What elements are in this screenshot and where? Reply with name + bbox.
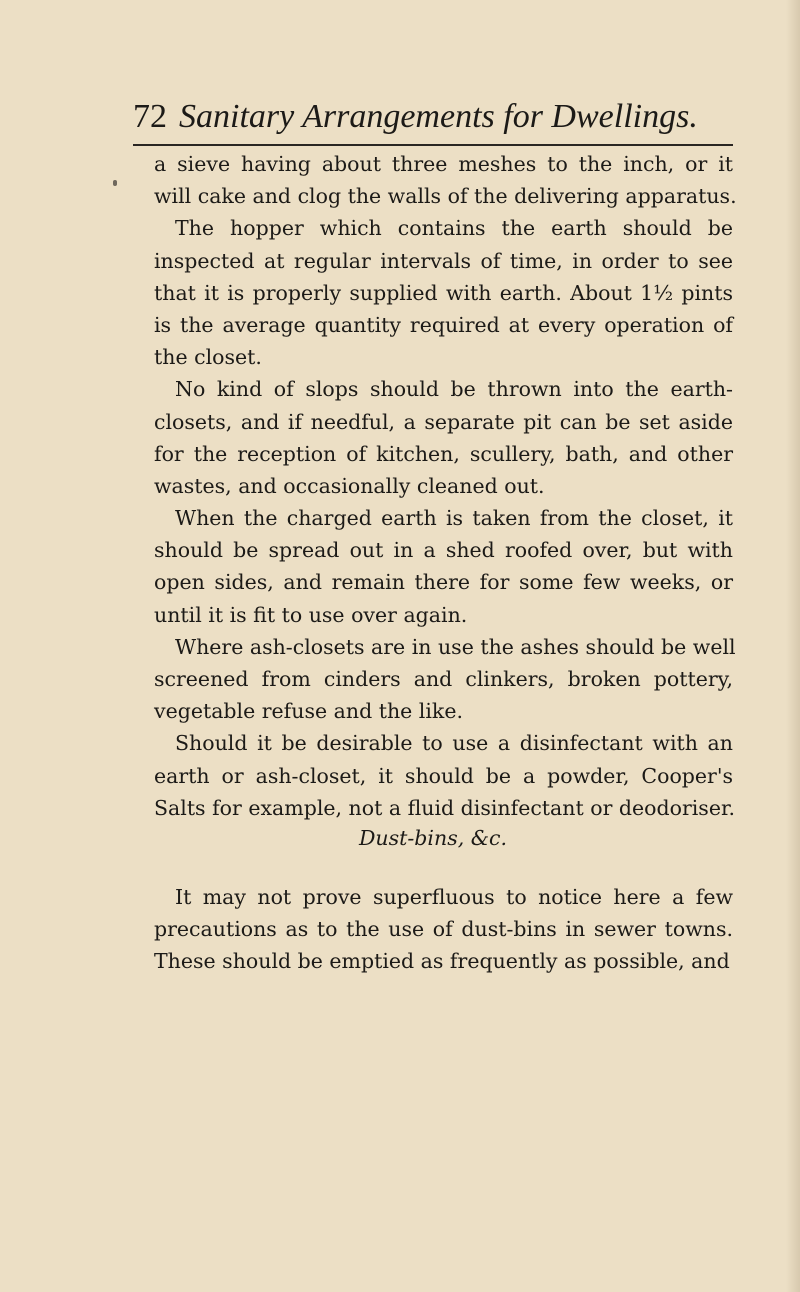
text-line: earth or ash-closet, it should be a powder, Cooper's: [154, 763, 733, 788]
section-heading: Dust-bins, &c.: [358, 826, 507, 850]
text-line: for the reception of kitchen, scullery, bath, and other: [154, 441, 733, 466]
body-text-top: [133, 148, 737, 824]
text-line: Salts for example, not a fluid disinfectant or deodoriser.: [154, 795, 736, 820]
text-line: Where ash-closets are in use the ashes should be well: [175, 634, 736, 659]
text-line: The hopper which contains the earth should be: [175, 216, 733, 241]
paragraph: [133, 212, 733, 373]
paragraph: [133, 881, 733, 978]
text-line: until it is fit to use over again.: [154, 602, 468, 627]
text-line: screened from cinders and clinkers, broken pottery,: [154, 667, 733, 691]
body-text-bottom: [133, 881, 733, 978]
text-line: These should be emptied as frequently as possible, and: [154, 949, 730, 974]
text-line: that it is properly supplied with earth. About 1½ pints: [154, 280, 733, 305]
text-line: a sieve having about three meshes to the inch, or it: [154, 152, 733, 176]
text-line: inspected at regular intervals of time, in order to see: [154, 248, 733, 273]
text-line: open sides, and remain there for some few weeks, or: [154, 570, 733, 595]
text-line: closets, and if needful, a separate pit can be set aside: [154, 409, 733, 434]
text-line: It may not prove superfluous to notice here a few: [175, 885, 733, 909]
running-title: Sanitary Arrangements for Dwellings.: [179, 98, 698, 135]
paragraph: [133, 502, 733, 631]
text-line: is the average quantity required at every operation of: [154, 312, 733, 337]
text-line: should be spread out in a shed roofed over, but with: [154, 538, 733, 563]
text-line: Should it be desirable to use a disinfectant with an: [175, 731, 733, 756]
text-line: precautions as to the use of dust-bins in sewer towns.: [154, 917, 733, 942]
header-rule: [133, 144, 733, 146]
paragraph: [133, 148, 737, 212]
text-line: vegetable refuse and the like.: [154, 699, 463, 724]
paragraph: [133, 631, 736, 728]
text-line: When the charged earth is taken from the closet, it: [175, 506, 733, 531]
ink-speck: [113, 180, 117, 186]
text-line: wastes, and occasionally cleaned out.: [154, 473, 545, 498]
text-line: the closet.: [154, 345, 262, 370]
text-line: will cake and clog the walls of the delivering apparatus.: [154, 184, 737, 209]
paragraph: [133, 727, 736, 824]
page-number: 72: [133, 98, 167, 135]
running-header: [133, 92, 733, 142]
text-line: No kind of slops should be thrown into the earth-: [175, 377, 733, 402]
page-edge-shadow: [786, 0, 800, 1292]
paragraph: [133, 373, 733, 502]
